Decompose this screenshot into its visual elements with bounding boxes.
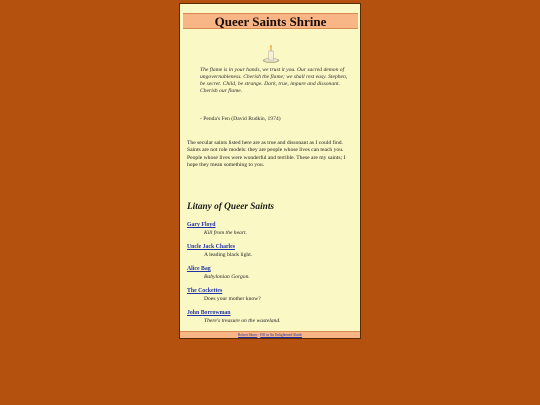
saint-link-the-cockettes[interactable]: The Cockettes [187, 288, 223, 294]
saint-description: A leading black light. [204, 252, 253, 258]
epigraph-attribution: - Penda's Fen (David Rudkin, 1974) [200, 116, 281, 122]
footer-link-site[interactable]: Fill in An Enlightened Shade [260, 333, 302, 337]
saint-description: Kill from the heart. [204, 230, 247, 236]
list-item [187, 266, 357, 288]
candle-icon [260, 42, 282, 64]
litany-heading: Litany of Queer Saints [187, 202, 275, 212]
shrine-page [179, 3, 361, 339]
saint-link-gary-floyd[interactable]: Gary Floyd [187, 222, 216, 228]
saint-description: Babylonian Gorgon. [204, 274, 250, 280]
footer-link-author[interactable]: Robert Skoro [238, 333, 258, 337]
list-item [187, 222, 357, 244]
epigraph-quote: The flame is in your hands, we trust it you. Our sacred demon of ungovernableness. Cherish the flame; we shall rest easy. Stephen, be secret. Child, be strange. Dark, true, impure and dissonant. Cherish our flame. [200, 67, 348, 94]
saint-description: There's treasure on the wasteland. [204, 318, 281, 324]
footer-bar [180, 331, 360, 338]
saint-description: Does your mother know? [204, 296, 261, 302]
saint-link-john-borrowman[interactable]: John Borrowman [187, 310, 231, 316]
page-title: Queer Saints Shrine [183, 13, 358, 29]
footer-separator: · [257, 333, 261, 337]
saints-list [187, 222, 357, 332]
list-item [187, 288, 357, 310]
saint-link-alice-bag[interactable]: Alice Bag [187, 266, 211, 272]
list-item [187, 244, 357, 266]
saint-link-uncle-jack-charles[interactable]: Uncle Jack Charles [187, 244, 235, 250]
list-item [187, 310, 357, 332]
intro-paragraph: The secular saints listed here are as true and dissonant as I could find. Saints are not role models: they are people whose lives can teach you. People whose lives were wonderful and terrible. These are my saints; I hope they mean something to you. [187, 140, 346, 169]
